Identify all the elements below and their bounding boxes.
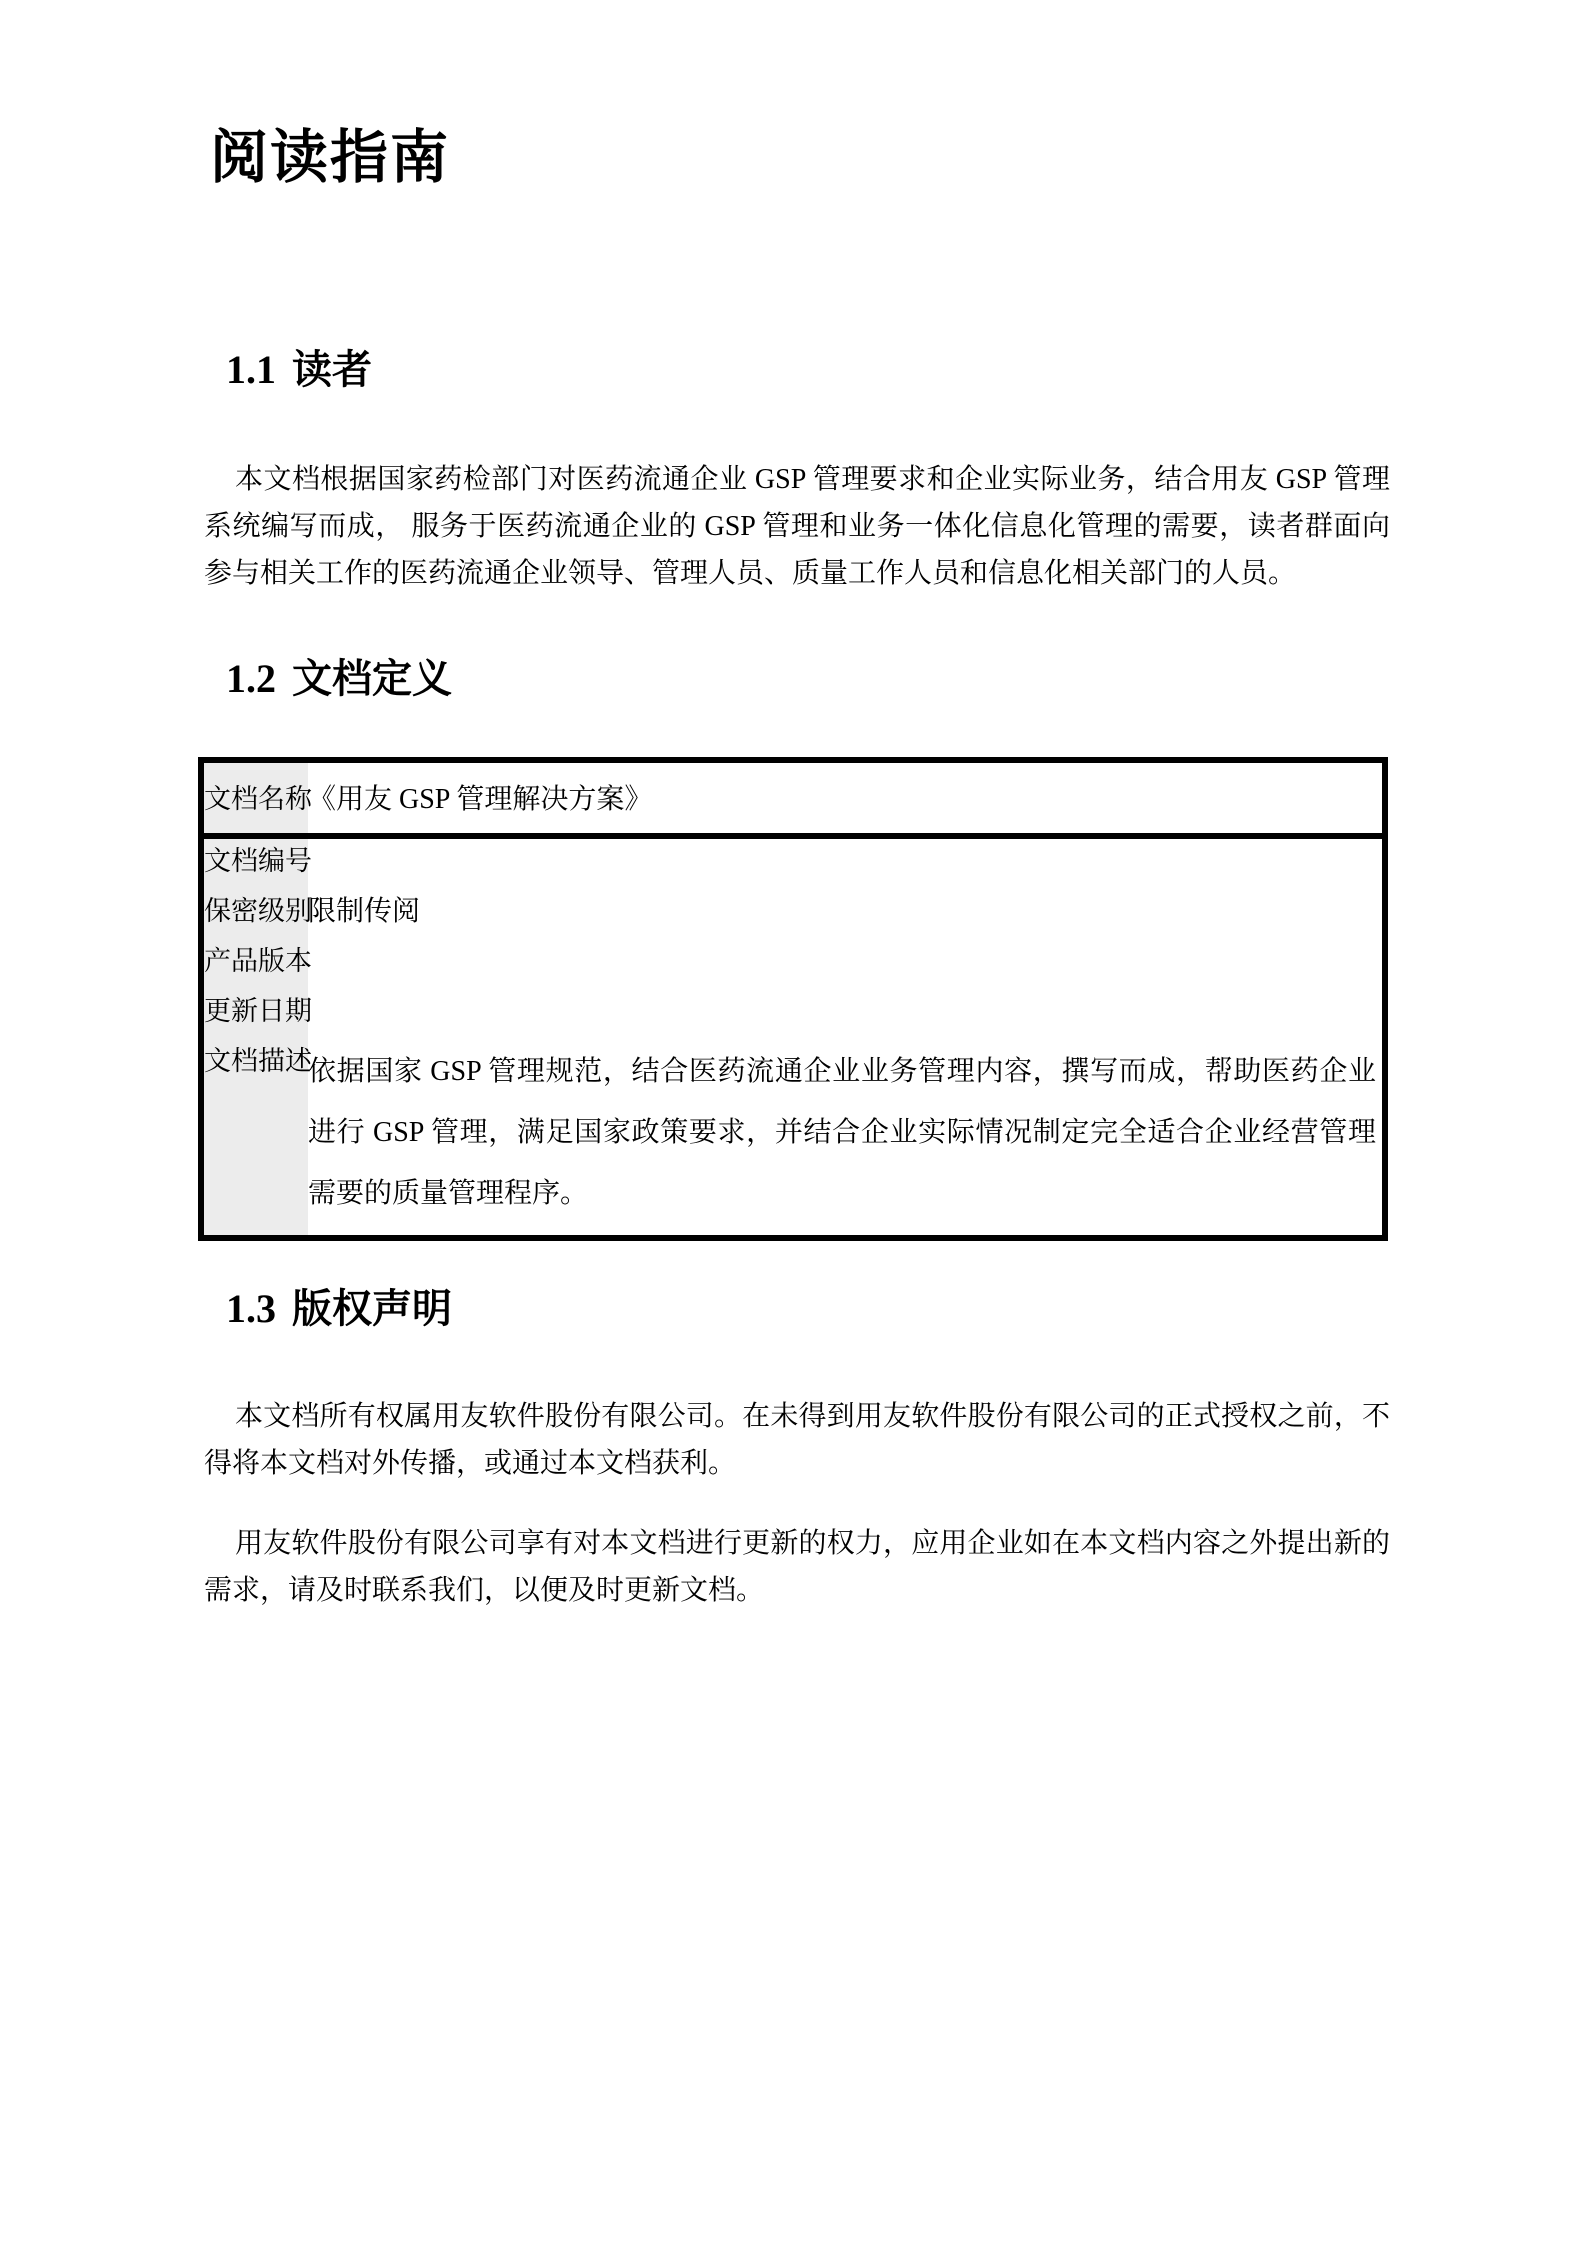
section-heading-definition	[226, 655, 1390, 703]
table-row-secrecy-level	[201, 889, 1385, 939]
cell-label: 文档名称	[201, 760, 308, 836]
cell-value	[308, 836, 1385, 889]
cell-label: 文档编号	[201, 836, 308, 889]
section-number: 1.2	[226, 656, 276, 701]
table-row-update-date	[201, 989, 1385, 1039]
section-number: 1.3	[226, 1286, 276, 1331]
cell-value	[308, 939, 1385, 989]
copyright-paragraph-1: 本文档所有权属用友软件股份有限公司。在未得到用友软件股份有限公司的正式授权之前，不得将本文档对外传播，或通过本文档获利。	[204, 1401, 1390, 1479]
section-title: 版权声明	[292, 1286, 452, 1331]
cell-label: 更新日期	[201, 989, 308, 1039]
section-title: 读者	[292, 347, 372, 392]
section-title: 文档定义	[292, 656, 452, 701]
cell-label: 保密级别	[201, 889, 308, 939]
table-row-doc-description	[201, 1039, 1385, 1238]
readers-paragraph: 本文档根据国家药检部门对医药流通企业 GSP 管理要求和企业实际业务，结合用友 GSP 管理系统编写而成， 服务于医药流通企业的 GSP 管理和业务一体化信息化管理的需要，读者群面向参与相关工作的医药流通企业领导、管理人员、质量工作人员和信息化相关部门的人员。	[204, 464, 1390, 589]
document-definition-table	[198, 757, 1388, 1241]
section-heading-copyright	[226, 1285, 1390, 1333]
cell-label: 文档描述	[201, 1039, 308, 1238]
cell-value: 限制传阅	[308, 896, 421, 927]
section-heading-readers	[226, 346, 1390, 394]
cell-value	[308, 989, 1385, 1039]
copyright-paragraph-2: 用友软件股份有限公司享有对本文档进行更新的权力，应用企业如在本文档内容之外提出新的需求，请及时联系我们，以便及时更新文档。	[204, 1528, 1390, 1606]
cell-value: 依据国家 GSP 管理规范，结合医药流通企业业务管理内容，撰写而成，帮助医药企业进行 GSP 管理，满足国家政策要求，并结合企业实际情况制定完全适合企业经营管理需要的质量管理程序。	[308, 1056, 1376, 1209]
cell-label: 产品版本	[201, 939, 308, 989]
table-row-product-version	[201, 939, 1385, 989]
cell-value: 《用友 GSP 管理解决方案》	[308, 760, 1385, 836]
table-row-doc-number	[201, 836, 1385, 889]
section-number: 1.1	[226, 347, 276, 392]
table-row-doc-name	[201, 760, 1385, 836]
page-title: 阅读指南	[210, 125, 451, 190]
